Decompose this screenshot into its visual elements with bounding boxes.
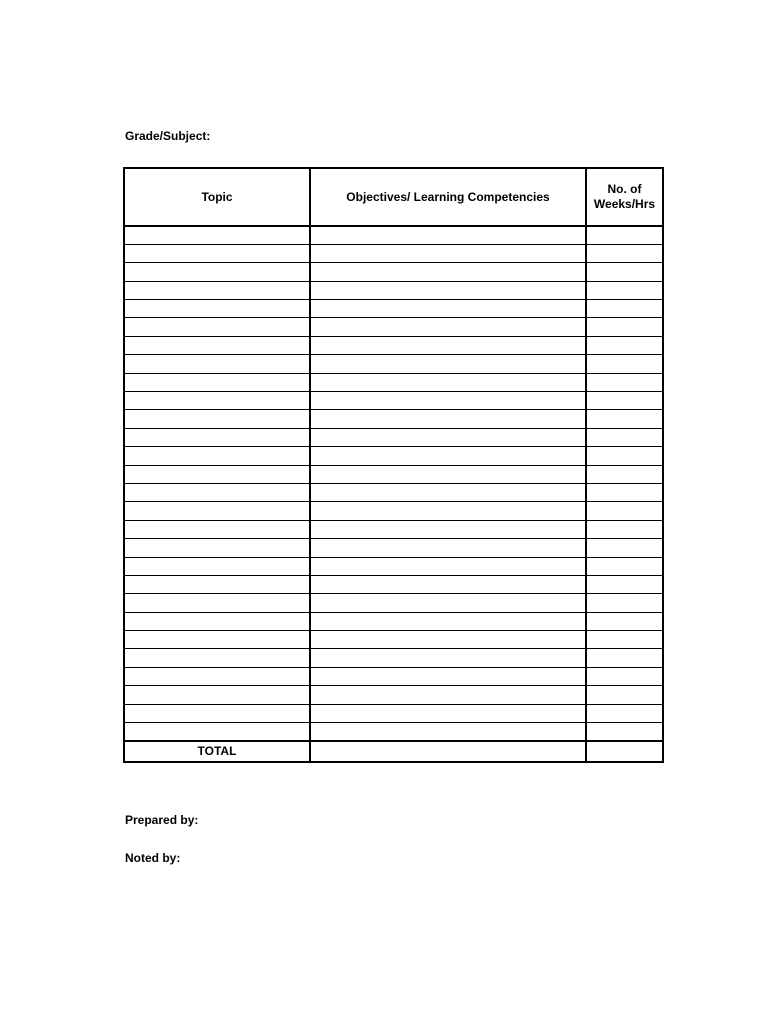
weeks-hrs-cell[interactable] — [586, 244, 663, 262]
table-row — [124, 667, 663, 685]
objectives-cell[interactable] — [310, 410, 586, 428]
weeks-hrs-cell[interactable] — [586, 704, 663, 722]
weeks-hrs-cell[interactable] — [586, 281, 663, 299]
weeks-hrs-cell[interactable] — [586, 520, 663, 538]
objectives-cell[interactable] — [310, 373, 586, 391]
weeks-hrs-cell[interactable] — [586, 392, 663, 410]
objectives-cell[interactable] — [310, 612, 586, 630]
weeks-hrs-cell[interactable] — [586, 465, 663, 483]
objectives-cell[interactable] — [310, 704, 586, 722]
weeks-hrs-cell[interactable] — [586, 502, 663, 520]
topic-cell[interactable] — [124, 410, 310, 428]
objectives-cell[interactable] — [310, 520, 586, 538]
topic-cell[interactable] — [124, 667, 310, 685]
weeks-hrs-cell[interactable] — [586, 557, 663, 575]
objectives-cell[interactable] — [310, 539, 586, 557]
objectives-cell[interactable] — [310, 300, 586, 318]
topic-cell[interactable] — [124, 318, 310, 336]
topic-cell[interactable] — [124, 428, 310, 446]
topic-cell[interactable] — [124, 447, 310, 465]
table-row — [124, 300, 663, 318]
total-objectives-cell[interactable] — [310, 741, 586, 762]
table-row — [124, 410, 663, 428]
weeks-hrs-cell[interactable] — [586, 428, 663, 446]
weeks-hrs-cell[interactable] — [586, 447, 663, 465]
objectives-cell[interactable] — [310, 318, 586, 336]
weeks-hrs-cell[interactable] — [586, 686, 663, 704]
weeks-hrs-cell[interactable] — [586, 631, 663, 649]
table-row — [124, 723, 663, 741]
weeks-hrs-cell[interactable] — [586, 575, 663, 593]
objectives-cell[interactable] — [310, 686, 586, 704]
objectives-cell[interactable] — [310, 428, 586, 446]
table-row — [124, 612, 663, 630]
weeks-hrs-cell[interactable] — [586, 373, 663, 391]
table-row — [124, 281, 663, 299]
topic-cell[interactable] — [124, 336, 310, 354]
table-row — [124, 502, 663, 520]
weeks-hrs-cell[interactable] — [586, 594, 663, 612]
topic-cell[interactable] — [124, 557, 310, 575]
topic-cell[interactable] — [124, 373, 310, 391]
weeks-hrs-cell[interactable] — [586, 300, 663, 318]
table-row — [124, 244, 663, 262]
objectives-cell[interactable] — [310, 281, 586, 299]
weeks-hrs-cell[interactable] — [586, 355, 663, 373]
objectives-cell[interactable] — [310, 723, 586, 741]
topic-cell[interactable] — [124, 631, 310, 649]
table-row — [124, 631, 663, 649]
objectives-cell[interactable] — [310, 575, 586, 593]
prepared-by-label: Prepared by: — [125, 813, 199, 827]
objectives-cell[interactable] — [310, 649, 586, 667]
objectives-cell[interactable] — [310, 483, 586, 501]
table-row — [124, 557, 663, 575]
table-row — [124, 520, 663, 538]
objectives-cell[interactable] — [310, 392, 586, 410]
table-row — [124, 355, 663, 373]
table-row — [124, 575, 663, 593]
table-row — [124, 483, 663, 501]
table-row — [124, 649, 663, 667]
topic-cell[interactable] — [124, 704, 310, 722]
objectives-cell[interactable] — [310, 465, 586, 483]
table-row — [124, 465, 663, 483]
topic-cell[interactable] — [124, 300, 310, 318]
table-row — [124, 539, 663, 557]
total-weeks-hrs-cell[interactable] — [586, 741, 663, 762]
weeks-hrs-cell[interactable] — [586, 612, 663, 630]
column-header-objectives: Objectives/ Learning Competencies — [310, 168, 586, 226]
weeks-hrs-cell[interactable] — [586, 410, 663, 428]
weeks-hrs-cell[interactable] — [586, 263, 663, 281]
topic-cell[interactable] — [124, 612, 310, 630]
objectives-cell[interactable] — [310, 244, 586, 262]
curriculum-plan-table — [123, 167, 664, 763]
weeks-hrs-cell[interactable] — [586, 649, 663, 667]
objectives-cell[interactable] — [310, 631, 586, 649]
table-row — [124, 686, 663, 704]
topic-cell[interactable] — [124, 686, 310, 704]
weeks-hrs-cell[interactable] — [586, 318, 663, 336]
table-row — [124, 704, 663, 722]
topic-cell[interactable] — [124, 723, 310, 741]
topic-cell[interactable] — [124, 355, 310, 373]
topic-cell[interactable] — [124, 483, 310, 501]
noted-by-label: Noted by: — [125, 851, 181, 865]
topic-cell[interactable] — [124, 502, 310, 520]
weeks-hrs-cell[interactable] — [586, 226, 663, 244]
topic-cell[interactable] — [124, 392, 310, 410]
total-row — [124, 741, 663, 762]
weeks-hrs-cell[interactable] — [586, 723, 663, 741]
topic-cell[interactable] — [124, 226, 310, 244]
topic-cell[interactable] — [124, 263, 310, 281]
topic-cell[interactable] — [124, 594, 310, 612]
table-row — [124, 392, 663, 410]
grade-subject-label: Grade/Subject: — [125, 129, 211, 143]
weeks-hrs-cell[interactable] — [586, 539, 663, 557]
objectives-cell[interactable] — [310, 447, 586, 465]
table-body — [124, 226, 663, 741]
objectives-cell[interactable] — [310, 557, 586, 575]
column-header-weeks-hrs: No. of Weeks/Hrs — [586, 168, 663, 226]
objectives-cell[interactable] — [310, 667, 586, 685]
topic-cell[interactable] — [124, 575, 310, 593]
column-header-topic: Topic — [124, 168, 310, 226]
weeks-hrs-cell[interactable] — [586, 483, 663, 501]
topic-cell[interactable] — [124, 649, 310, 667]
topic-cell[interactable] — [124, 465, 310, 483]
weeks-hrs-cell[interactable] — [586, 336, 663, 354]
table-row — [124, 428, 663, 446]
table-header-row — [124, 168, 663, 226]
objectives-cell[interactable] — [310, 594, 586, 612]
topic-cell[interactable] — [124, 539, 310, 557]
table-row — [124, 226, 663, 244]
objectives-cell[interactable] — [310, 263, 586, 281]
objectives-cell[interactable] — [310, 336, 586, 354]
table-row — [124, 263, 663, 281]
table-row — [124, 594, 663, 612]
table-row — [124, 447, 663, 465]
objectives-cell[interactable] — [310, 355, 586, 373]
objectives-cell[interactable] — [310, 502, 586, 520]
weeks-hrs-cell[interactable] — [586, 667, 663, 685]
topic-cell[interactable] — [124, 281, 310, 299]
total-label: TOTAL — [124, 741, 310, 762]
objectives-cell[interactable] — [310, 226, 586, 244]
table-row — [124, 336, 663, 354]
table-row — [124, 373, 663, 391]
topic-cell[interactable] — [124, 520, 310, 538]
topic-cell[interactable] — [124, 244, 310, 262]
table-row — [124, 318, 663, 336]
